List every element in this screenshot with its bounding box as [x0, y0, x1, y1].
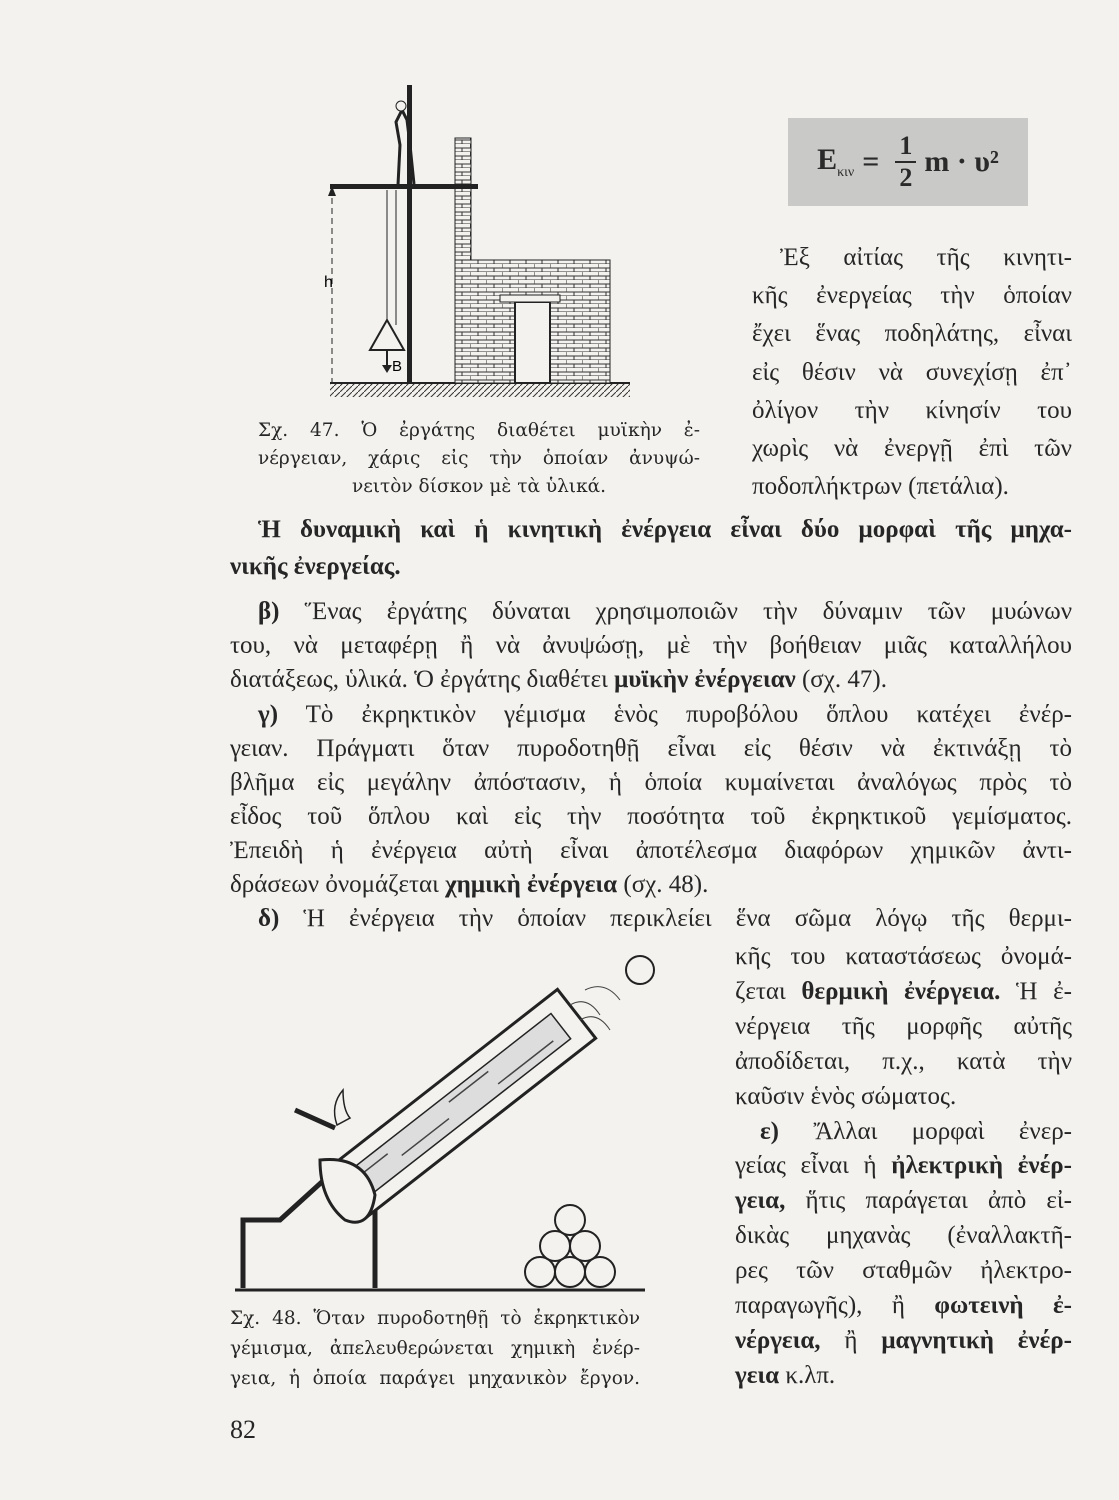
figure-48-caption-line	[230, 1306, 640, 1332]
kinetic-paragraph-line	[752, 396, 1072, 426]
body-line	[258, 904, 1072, 934]
text: Ἐπειδὴ ἡ ἐνέργεια αὐτὴ εἶναι ἀποτέλεσμα διαφόρων χημικῶν ἀντι-	[230, 836, 1072, 864]
body-line	[258, 597, 1072, 627]
kinetic-paragraph-line	[752, 472, 1072, 502]
figure-47-illustration	[310, 80, 630, 415]
right-column-line	[735, 1326, 1072, 1356]
text: γειαν. Πράγματι ὅταν πυροδοτηθῇ εἶναι εἰς θέσιν νὰ ἐκτινάξῃ τὸ	[230, 734, 1072, 762]
formula-lhs	[817, 143, 854, 181]
body-line	[230, 665, 1072, 695]
body-line	[230, 802, 1072, 832]
kinetic-paragraph-line	[752, 358, 1072, 388]
right-column-line	[735, 1012, 1072, 1042]
text: χωρὶς νὰ ἐνεργῇ ἐπὶ τῶν	[752, 435, 1072, 462]
right-column-line	[735, 1361, 1072, 1391]
figure-47-caption-line	[258, 418, 700, 444]
text: Ἐξ αἰτίας τῆς κινητι-	[780, 244, 1072, 271]
formula-lhs-subscript: κιν	[837, 165, 855, 180]
bold-text: χημικὴ ἐνέργεια	[445, 871, 618, 898]
bold-text: δ)	[258, 905, 280, 933]
text: εἶδος τοῦ ὅπλου καὶ εἰς τὴν ποσότητα τοῦ ἐκρηκτικοῦ γεμίσματος.	[230, 802, 1072, 830]
label-b: B	[392, 358, 403, 375]
right-column-line	[735, 1151, 1072, 1181]
figure-47-caption-line	[258, 474, 700, 500]
bold-text: ἠλεκτρικὴ ἐνέρ-	[891, 1152, 1072, 1180]
text: παραγωγῆς), ἢ	[735, 1292, 935, 1319]
bold-text: φωτεινὴ ἐ-	[934, 1292, 1073, 1319]
bold-text: γεια,	[735, 1187, 786, 1215]
kinetic-paragraph-line	[752, 434, 1072, 464]
text: βλῆμα εἰς μεγάλην ἀπόστασιν, ἡ ὁποία κυμαίνεται ἀναλόγως πρὸς τὸ	[230, 768, 1072, 796]
kinetic-paragraph-line	[752, 281, 1072, 311]
text: κῆς ἐνεργείας τὴν ὁποίαν	[752, 282, 1072, 310]
right-column-line	[760, 1117, 1072, 1147]
right-column-line	[735, 977, 1072, 1007]
text: καῦσιν ἑνὸς σώματος.	[735, 1082, 957, 1110]
text: Ἕνας ἐργάτης δύναται χρησιμοποιῶν τὴν δύναμιν τῶν μυώνων	[279, 598, 1072, 626]
text: γέμισμα, ἀπελευθερώνεται χημικὴ ἐνέρ-	[230, 1338, 640, 1359]
right-column-line	[735, 1082, 1072, 1112]
text: ρες τῶν σταθμῶν ἠλεκτρο-	[735, 1257, 1072, 1285]
bold-text: γεια	[735, 1361, 780, 1389]
body-line	[258, 515, 1072, 545]
text: διατάξεως, ὑλικά. Ὁ ἐργάτης διαθέτει	[230, 666, 615, 694]
text: του, νὰ μεταφέρῃ ἢ νὰ ἀνυψώσῃ, μὲ τὴν βοήθειαν μιᾶς καταλλήλου	[230, 632, 1072, 660]
text: κ.λπ.	[779, 1361, 836, 1389]
text: ζεται	[735, 977, 802, 1005]
formula-rhs: m · υ²	[924, 145, 999, 178]
body-line	[258, 700, 1072, 730]
text: Σχ. 47. Ὁ ἐργάτης διαθέτει μυϊκὴν ἐ-	[258, 420, 700, 441]
figure-48-caption-line	[230, 1366, 640, 1392]
text: Ἡ ἐνέργεια τὴν ὁποίαν περικλείει ἕνα σῶμα λόγῳ τῆς θερμι-	[279, 905, 1072, 933]
text: ἔχει ἕνας ποδηλάτης, εἶναι	[752, 320, 1072, 348]
bold-text: μαγνητικὴ ἐνέρ-	[881, 1326, 1072, 1354]
formula-equals: =	[862, 145, 880, 178]
formula-denominator: 2	[899, 163, 913, 192]
text: Σχ. 48. Ὅταν πυροδοτηθῇ τὸ ἐκρηκτικὸν	[230, 1308, 640, 1329]
figure-47-caption-line	[258, 446, 700, 472]
text: Ἡ ἐ-	[1000, 977, 1072, 1005]
text: δικὰς μηχανὰς (ἐναλλακτῆ-	[735, 1222, 1072, 1250]
right-column-line	[735, 1221, 1072, 1251]
figure-48-illustration	[225, 950, 655, 1295]
bold-text: Ἡ δυναμικὴ καὶ ἡ κινητικὴ ἐνέργεια εἶναι δύο μορφαὶ τῆς μηχα-	[258, 516, 1072, 543]
text: Τὸ ἐκρηκτικὸν γέμισμα ἑνὸς πυροβόλου ὅπλου κατέχει ἐνέρ-	[278, 700, 1072, 728]
bold-text: νικῆς ἐνεργείας.	[230, 553, 401, 581]
page-number: 82	[230, 1415, 256, 1444]
right-column-line	[735, 942, 1072, 972]
text: (σχ. 47).	[795, 666, 887, 694]
text: νέργειαν, χάρις εἰς τὴν ὁποίαν ἀνυψώ-	[258, 448, 700, 469]
formula-lhs-symbol: E	[817, 143, 838, 176]
body-line	[230, 768, 1072, 798]
body-line	[230, 734, 1072, 764]
text: γεια, ἡ ὁποία παράγει μηχανικὸν ἔργον.	[230, 1368, 640, 1389]
bold-text: β)	[258, 598, 280, 626]
formula-fraction	[895, 131, 916, 193]
text: νειτὸν δίσκον μὲ τὰ ὑλικά.	[351, 476, 607, 497]
text: νέργεια τῆς μορφῆς αὐτῆς	[735, 1012, 1072, 1040]
text: ἀποδίδεται, π.χ., κατὰ τὴν	[735, 1047, 1072, 1075]
right-column-line	[735, 1291, 1072, 1321]
right-column-line	[735, 1047, 1072, 1077]
text: κῆς του καταστάσεως ὀνομά-	[735, 943, 1072, 970]
label-h: h	[324, 274, 333, 291]
text: ποδοπλήκτρων (πετάλια).	[752, 473, 1009, 501]
right-column-line	[735, 1256, 1072, 1286]
text: ὀλίγον τὴν κίνησίν του	[752, 396, 1072, 424]
bold-text: θερμικὴ ἐνέργεια.	[801, 977, 1001, 1005]
bold-text: νέργεια,	[735, 1326, 821, 1354]
text: εἰς θέσιν νὰ συνεχίσῃ ἐπ᾽	[752, 358, 1072, 386]
kinetic-energy-formula	[788, 118, 1028, 206]
kinetic-paragraph-line	[780, 243, 1072, 273]
right-column-line	[735, 1186, 1072, 1216]
text: δράσεων ὀνομάζεται	[230, 871, 446, 898]
text: γείας εἶναι ἡ	[735, 1152, 892, 1180]
text: Ἄλλαι μορφαὶ ἐνερ-	[779, 1117, 1072, 1145]
text: ἢ	[820, 1326, 882, 1354]
body-line	[230, 631, 1072, 661]
body-line	[230, 836, 1072, 866]
kinetic-paragraph-line	[752, 319, 1072, 349]
body-line	[230, 870, 1072, 900]
bold-text: ε)	[760, 1117, 780, 1145]
body-line	[230, 552, 1072, 582]
bold-text: γ)	[258, 700, 279, 728]
text: ἥτις παράγεται ἀπὸ εἰ-	[785, 1187, 1072, 1215]
bold-text: μυϊκὴν ἐνέργειαν	[614, 666, 796, 694]
text: (σχ. 48).	[617, 871, 709, 898]
formula-numerator: 1	[895, 131, 916, 163]
figure-48-caption-line	[230, 1336, 640, 1362]
